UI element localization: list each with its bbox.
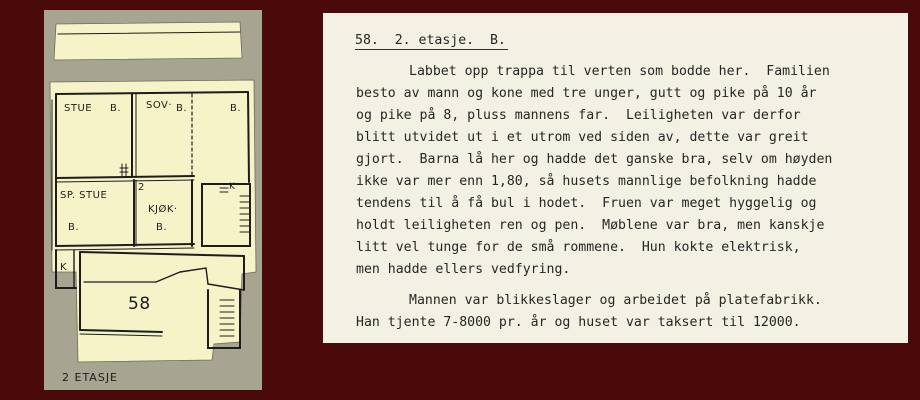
document-line: Mannen var blikkeslager og arbeidet på platefabrikk. bbox=[409, 293, 822, 308]
floor-plan-panel bbox=[44, 10, 262, 390]
document-panel bbox=[323, 13, 908, 343]
room-label-corner-k: K bbox=[229, 182, 236, 192]
document-line: besto av mann og kone med tre unger, gutt og pike på 10 år bbox=[356, 86, 817, 101]
room-number-kjokken: 2 bbox=[138, 182, 145, 193]
document-line: og pike på 8, pluss mannens far. Leiligheten var derfor bbox=[356, 108, 801, 123]
plan-paper-top bbox=[54, 22, 242, 60]
room-label-sov: SOV· bbox=[146, 100, 173, 111]
document-heading: 58. 2. etasje. B. bbox=[355, 33, 506, 48]
document-line: men hadde ellers vedfyring. bbox=[356, 262, 571, 277]
room-label-stue: STUE bbox=[64, 103, 93, 114]
room-mark-stue: B. bbox=[110, 103, 122, 114]
room-label-small-k: K bbox=[60, 262, 68, 273]
document-line: ikke var mer enn 1,80, så husets mannlige befolkning hadde bbox=[356, 174, 817, 189]
floor-caption: 2 ETASJE bbox=[62, 371, 119, 384]
document-line: Labbet opp trappa til verten som bodde her. Familien bbox=[409, 64, 830, 79]
document-line: tendens til å få bul i hodet. Fruen var meget hyggelig og bbox=[356, 196, 817, 211]
document-line: blitt utvidet ut i et utrom ved siden av, dette var greit bbox=[356, 130, 809, 145]
document-line: holdt leiligheten ren og pen. Møblene var bra, men kanskje bbox=[356, 218, 825, 233]
document-line: litt vel tunge for de små rommene. Hun kokte elektrisk, bbox=[356, 240, 801, 255]
document-line: Han tjente 7-8000 pr. år og huset var taksert til 12000. bbox=[356, 315, 801, 330]
unit-number-label: 58 bbox=[128, 294, 151, 314]
room-label-kjokken: KJØK· bbox=[148, 204, 178, 215]
room-mark-sp-stue: B. bbox=[68, 222, 80, 233]
room-mark-kjokken: B. bbox=[156, 222, 168, 233]
room-label-sp-stue: SP. STUE bbox=[60, 190, 108, 201]
room-mark-right: B. bbox=[230, 103, 242, 114]
room-mark-sov: B. bbox=[176, 103, 188, 114]
document-line: gjort. Barna lå her og hadde det ganske bra, selv om høyden bbox=[356, 152, 833, 167]
